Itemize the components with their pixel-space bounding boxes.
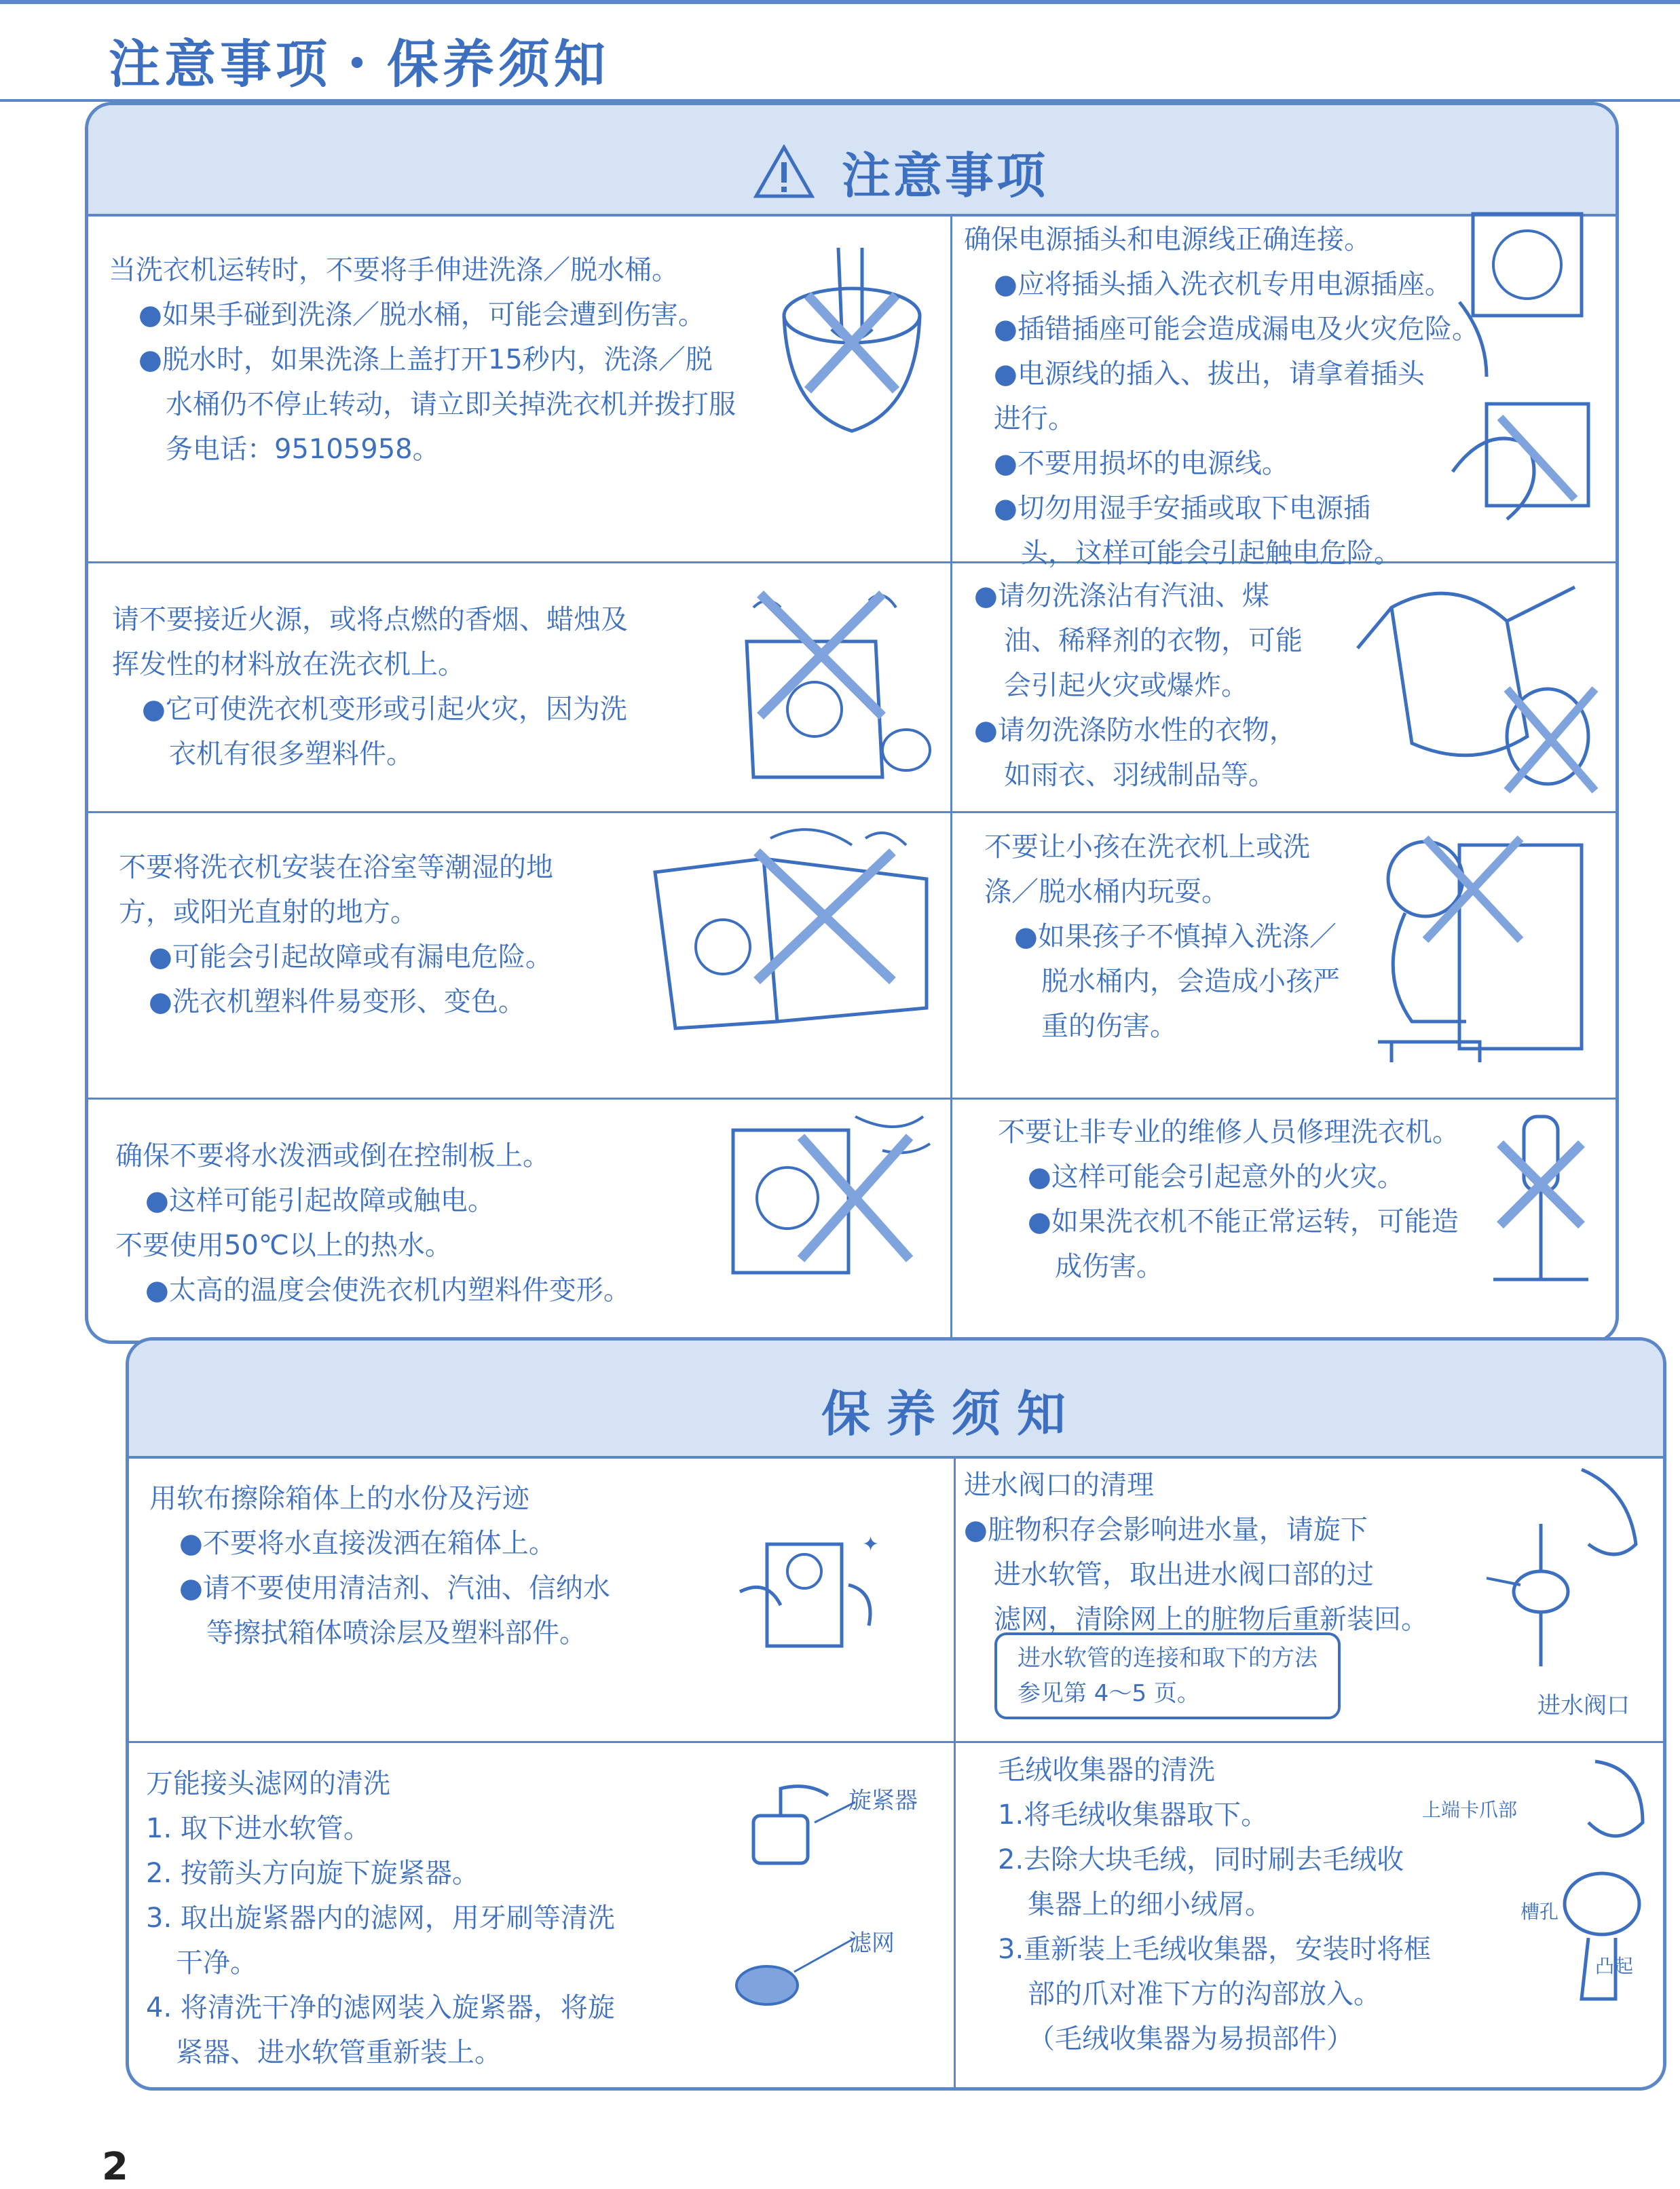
- caution-heading: 注意事项: [842, 147, 1049, 204]
- hose-reference-note: 进水软管的连接和取下的方法 参见第 4～5 页。: [994, 1632, 1341, 1719]
- maintenance-cell-lint-collector: 毛绒收集器的清洗 1.将毛绒收集器取下。 2.去除大块毛绒，同时刷去毛绒收 集器上的细小绒屑。 3.重新装上毛绒收集器，安装时将框 部的爪对准下方的沟部放入。 （毛绒收集器为易损部件）: [998, 1755, 1432, 2055]
- hand-in-tub-illustration: [767, 241, 937, 451]
- caution-row-divider-2: [88, 811, 1616, 813]
- raincoat-illustration: [1351, 567, 1609, 804]
- svg-text:✦: ✦: [862, 1533, 880, 1556]
- bathroom-illustration: [641, 818, 940, 1042]
- maintenance-row-divider: [129, 1741, 1663, 1743]
- upper-claw-label: 上端卡爪部: [1422, 1799, 1518, 1821]
- caution-cell-humid-location: 不要将洗衣机安装在浴室等潮湿的地 方，或阳光直射的地方。 ●可能会引起故障或有漏电危险。 ●洗衣机塑料件易变形、变色。: [119, 852, 553, 1017]
- wipe-cabinet-illustration: [726, 1524, 889, 1660]
- caution-cell-fire-source: 请不要接近火源，或将点燃的香烟、蜡烛及 挥发性的材料放在洗衣机上。 ●它可使洗衣机变形或引起火灾，因为洗 衣机有很多塑料件。: [112, 604, 628, 770]
- child-climbing-illustration: [1364, 818, 1595, 1076]
- maintenance-cell-joint-filter: 万能接头滤网的清洗 1. 取下进水软管。 2. 按箭头方向旋下旋紧器。 3. 取出旋紧器内的滤网，用牙刷等清洗 干净。 4. 将清洗干净的滤网装入旋紧器，将旋 紧器、进水软管重新装上。: [146, 1768, 615, 2068]
- slot-hole-label: 槽孔: [1520, 1901, 1559, 1923]
- caution-row-divider-3: [88, 1098, 1616, 1100]
- warning-triangle-icon: [753, 145, 815, 199]
- filter-screen-label: 滤网: [848, 1930, 895, 1957]
- caution-cell-hand-in-tub: 当洗衣机运转时，不要将手伸进洗涤／脱水桶。 ●如果手碰到洗涤／脱水桶，可能会遭到伤害。 ●脱水时，如果洗涤上盖打开15秒内，洗涤／脱 水桶仍不停止转动，请立即关掉洗衣机并拨打服 务电话：95105958。: [109, 255, 736, 465]
- maintenance-header: [129, 1341, 1663, 1459]
- inlet-valve-illustration: [1480, 1463, 1649, 1680]
- filter-screen-illustration: [726, 1917, 862, 2013]
- caution-cell-children: 不要让小孩在洗衣机上或洗 涤／脱水桶内玩耍。 ●如果孩子不慎掉入洗涤／ 脱水桶内，会造成小孩严 重的伤害。: [984, 831, 1340, 1042]
- caution-cell-control-panel-water: 确保不要将水泼洒或倒在控制板上。 ●这样可能引起故障或触电。 不要使用50℃以上的热水。 ●太高的温度会使洗衣机内塑料件变形。: [115, 1140, 631, 1306]
- maintenance-cell-cabinet-cleaning: 用软布擦除箱体上的水份及污迹 ●不要将水直接泼洒在箱体上。 ●请不要使用清洁剂、汽油、信纳水 等擦拭箱体喷涂层及塑料部件。: [149, 1483, 610, 1649]
- tightener-label: 旋紧器: [848, 1787, 918, 1814]
- fire-hazard-illustration: [713, 580, 937, 798]
- page-title: 注意事项・保养须知: [109, 34, 610, 94]
- caution-cell-flammable-clothes: ●请勿洗涤沾有汽油、煤 油、稀释剂的衣物，可能 会引起火灾或爆炸。 ●请勿洗涤防水性的衣物， 如雨衣、羽绒制品等。: [974, 580, 1303, 791]
- protrusion-label: 凸起: [1595, 1955, 1634, 1977]
- power-socket-illustration: [1446, 200, 1595, 526]
- maintenance-cell-inlet-valve: 进水阀口的清理 ●脏物积存会影响进水量，请旋下 进水软管，取出进水阀口部的过 滤网，清除网上的脏物后重新装回。: [964, 1470, 1428, 1635]
- caution-cell-professional-repair: 不要让非专业的维修人员修理洗衣机。 ●这样可能会引起意外的火灾。 ●如果洗衣机不能正常运转，可能造 成伤害。: [998, 1117, 1459, 1282]
- caution-cell-power-plug: 确保电源插头和电源线正确连接。 ●应将插头插入洗衣机专用电源插座。 ●插错插座可能会造成漏电及火灾危险。 ●电源线的插入、拔出，请拿着插头 进行。 ●不要用损坏的电源线。 ●切勿用湿手安插或取下电源插 头，这样可能会引起触电危险。: [964, 224, 1479, 569]
- maintenance-heading: 保养须知: [821, 1385, 1083, 1442]
- caution-panel: [85, 102, 1619, 1344]
- tightener-illustration: [726, 1775, 862, 1884]
- lint-collector-illustration: [1527, 1748, 1656, 2019]
- page-number: 2: [102, 2145, 128, 2189]
- top-rule: [0, 0, 1680, 4]
- maintenance-panel: [126, 1337, 1666, 2091]
- splash-panel-illustration: [720, 1110, 937, 1279]
- inlet-valve-label: 进水阀口: [1537, 1692, 1630, 1719]
- caution-center-divider: [950, 214, 952, 1341]
- caution-header: [88, 105, 1616, 217]
- maintenance-center-divider: [954, 1456, 956, 2087]
- screwdriver-illustration: [1487, 1110, 1595, 1300]
